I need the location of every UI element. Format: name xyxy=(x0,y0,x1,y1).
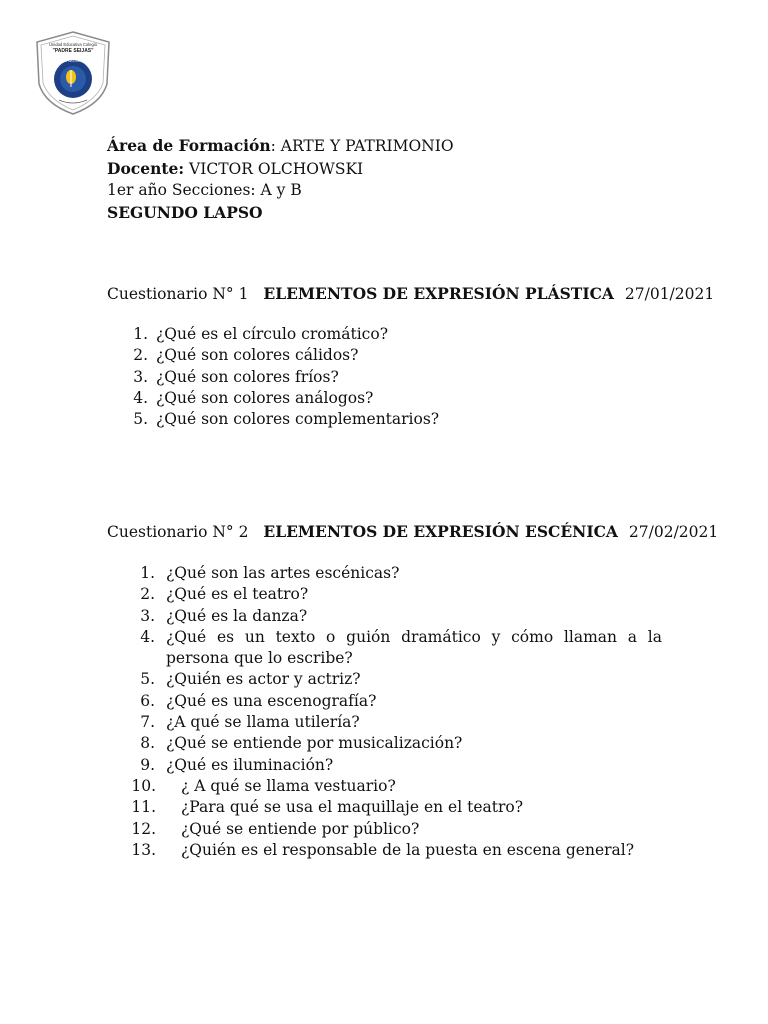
question-number: 10. xyxy=(131,776,156,795)
question-number: 12. xyxy=(131,819,156,838)
question-item xyxy=(132,712,662,733)
question-text: ¿Qué se entiende por musicalización? xyxy=(166,734,463,753)
question-item xyxy=(132,797,662,818)
lapso-line xyxy=(107,202,454,225)
area-value: : ARTE Y PATRIMONIO xyxy=(270,137,454,155)
question-number: 8. xyxy=(140,734,155,753)
question-number: 4. xyxy=(133,388,148,407)
question-text: ¿Para qué se usa el maquillaje en el teatro? xyxy=(181,798,524,817)
question-number: 1. xyxy=(133,325,148,343)
question-text: ¿Qué es iluminación? xyxy=(166,755,334,774)
quiz2-date: 27/02/2021 xyxy=(628,523,719,541)
quiz2-title: ELEMENTOS DE EXPRESIÓN ESCÉNICA xyxy=(263,522,618,541)
question-text: ¿Qué es el teatro? xyxy=(166,585,309,604)
question-number: 13. xyxy=(131,840,156,859)
question-item xyxy=(132,627,662,670)
docente-value: VICTOR OLCHOWSKI xyxy=(184,159,364,178)
question-item xyxy=(132,563,662,584)
question-number: 4. xyxy=(140,627,155,646)
question-text: ¿Qué son colores fríos? xyxy=(156,367,339,386)
question-text: ¿Qué es la danza? xyxy=(166,606,308,625)
school-logo xyxy=(35,30,111,116)
question-item xyxy=(132,669,662,690)
quiz1-date: 27/01/2021 xyxy=(624,285,715,303)
logo-motto: EL NÚMERO MÁS MARAVILLOSO xyxy=(49,59,97,63)
question-number: 3. xyxy=(133,367,148,386)
question-text: ¿Quién es actor y actriz? xyxy=(166,670,361,689)
logo-school-name: "PADRE SEIJAS" xyxy=(52,48,94,54)
question-text: ¿Qué son colores cálidos? xyxy=(156,346,359,365)
question-item xyxy=(132,840,662,861)
question-text: ¿Quién es el responsable de la puesta en escena general? xyxy=(181,840,635,859)
question-item xyxy=(132,409,672,430)
area-line xyxy=(107,135,454,158)
question-number: 9. xyxy=(140,755,155,774)
question-item xyxy=(132,606,662,627)
question-item xyxy=(132,819,662,840)
logo-top-text: Unidad Educativa Colegio xyxy=(48,42,98,47)
question-text: ¿ A qué se llama vestuario? xyxy=(181,776,396,795)
question-item xyxy=(132,755,662,776)
document-header xyxy=(107,135,454,224)
question-text: ¿Qué es una escenografía? xyxy=(166,691,377,710)
question-text: ¿Qué se entiende por público? xyxy=(181,819,420,838)
quiz2-label: Cuestionario N° 2 xyxy=(107,523,249,541)
lapso-text: SEGUNDO LAPSO xyxy=(107,202,263,222)
question-item xyxy=(132,691,662,712)
question-number: 7. xyxy=(140,713,155,732)
question-text: ¿Qué es un texto o guión dramático y cómo llaman a la persona que lo escribe? xyxy=(166,627,662,668)
question-number: 3. xyxy=(140,606,155,625)
question-number: 5. xyxy=(140,670,155,689)
area-label: Área de Formación xyxy=(107,136,271,155)
question-text: ¿Qué son las artes escénicas? xyxy=(166,564,400,582)
quiz1-title: ELEMENTOS DE EXPRESIÓN PLÁSTICA xyxy=(263,284,614,303)
quiz1-question-list xyxy=(132,324,672,430)
question-item xyxy=(132,324,672,345)
docente-label: Docente: xyxy=(107,158,185,178)
quiz1-heading xyxy=(107,284,714,303)
question-number: 2. xyxy=(140,585,155,604)
question-number: 11. xyxy=(131,798,156,817)
question-text: ¿Qué es el círculo cromático? xyxy=(156,325,389,343)
question-number: 2. xyxy=(133,346,148,365)
question-item xyxy=(132,776,662,797)
question-item xyxy=(132,584,662,605)
sections-line: 1er año Secciones: A y B xyxy=(107,181,302,199)
question-text: ¿Qué son colores complementarios? xyxy=(156,410,440,429)
question-item xyxy=(132,345,672,366)
docente-line xyxy=(107,158,454,181)
question-text: ¿A qué se llama utilería? xyxy=(166,713,360,732)
question-item xyxy=(132,733,662,754)
quiz1-label: Cuestionario N° 1 xyxy=(107,285,249,303)
question-text: ¿Qué son colores análogos? xyxy=(156,388,374,407)
question-number: 1. xyxy=(140,564,155,582)
question-item xyxy=(132,388,672,409)
question-item xyxy=(132,367,672,388)
question-number: 6. xyxy=(140,691,155,710)
quiz2-question-list xyxy=(132,563,662,861)
quiz2-heading xyxy=(107,522,718,541)
question-number: 5. xyxy=(133,410,148,429)
